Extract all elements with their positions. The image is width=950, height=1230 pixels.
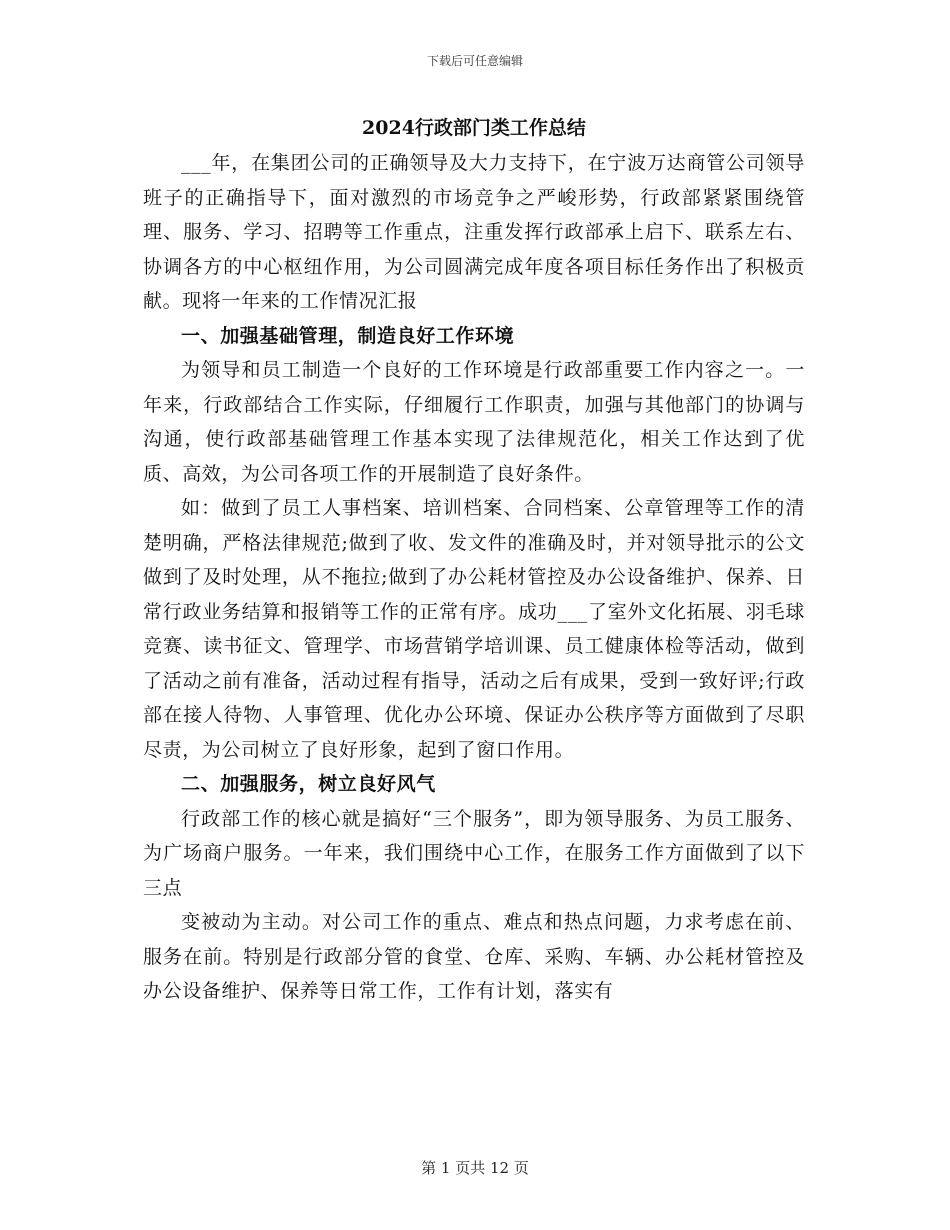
page-header-note: 下载后可任意编辑 — [426, 54, 523, 68]
section-1-paragraph-2: 如：做到了员工人事档案、培训档案、合同档案、公章管理等工作的清楚明确，严格法律规范;做到了收、发文件的准确及时，并对领导批示的公文做到了及时处理，从不拖拉;做到了办公耗材管控及办公设备维护、保养、日常行政业务结算和报销等工作的正常有序。成功___了室外文化拓展、羽毛球竞赛、读书征文、管理学、市场营销学培训课、员工健康体检等活动，做到了活动之前有准备，活动过程有指导，活动之后有成果，受到一致好评;行政部在接人待物、人事管理、优化办公环境、保证办公秩序等方面做到了尽职尽责，为公司树立了良好形象，起到了窗口作用。 — [143, 497, 805, 761]
section-1-paragraph-1: 为领导和员工制造一个良好的工作环境是行政部重要工作内容之一。一年来，行政部结合工作实际，仔细履行工作职责，加强与其他部门的协调与沟通，使行政部基础管理工作基本实现了法律规范化，相关工作达到了优质、高效，为公司各项工作的开展制造了良好条件。 — [143, 359, 805, 485]
page-number: 第 1 页共 12 页 — [421, 1159, 529, 1177]
section-2-paragraph-1: 行政部工作的核心就是搞好“三个服务”，即为领导服务、为员工服务、为广场商户服务。一年来，我们围绕中心工作，在服务工作方面做到了以下三点 — [143, 807, 805, 899]
intro-paragraph: ___年，在集团公司的正确领导及大力支持下，在宁波万达商管公司领导班子的正确指导下，面对激烈的市场竞争之严峻形势，行政部紧紧围绕管理、服务、学习、招聘等工作重点，注重发挥行政部承上启下、联系左右、协调各方的中心枢纽作用，为公司圆满完成年度各项目标任务作出了积极贡献。现将一年来的工作情况汇报 — [143, 152, 805, 312]
document-body — [143, 110, 805, 1009]
section-2-paragraph-2: 变被动为主动。对公司工作的重点、难点和热点问题，力求考虑在前、服务在前。特别是行政部分管的食堂、仓库、采购、车辆、办公耗材管控及办公设备维护、保养等日常工作，工作有计划，落实有 — [143, 911, 805, 1002]
section-2-heading: 二、加强服务，树立良好风气 — [181, 773, 436, 795]
document-title: 2024行政部门类工作总结 — [362, 117, 586, 139]
section-1-heading: 一、加强基础管理，制造良好工作环境 — [181, 324, 515, 347]
